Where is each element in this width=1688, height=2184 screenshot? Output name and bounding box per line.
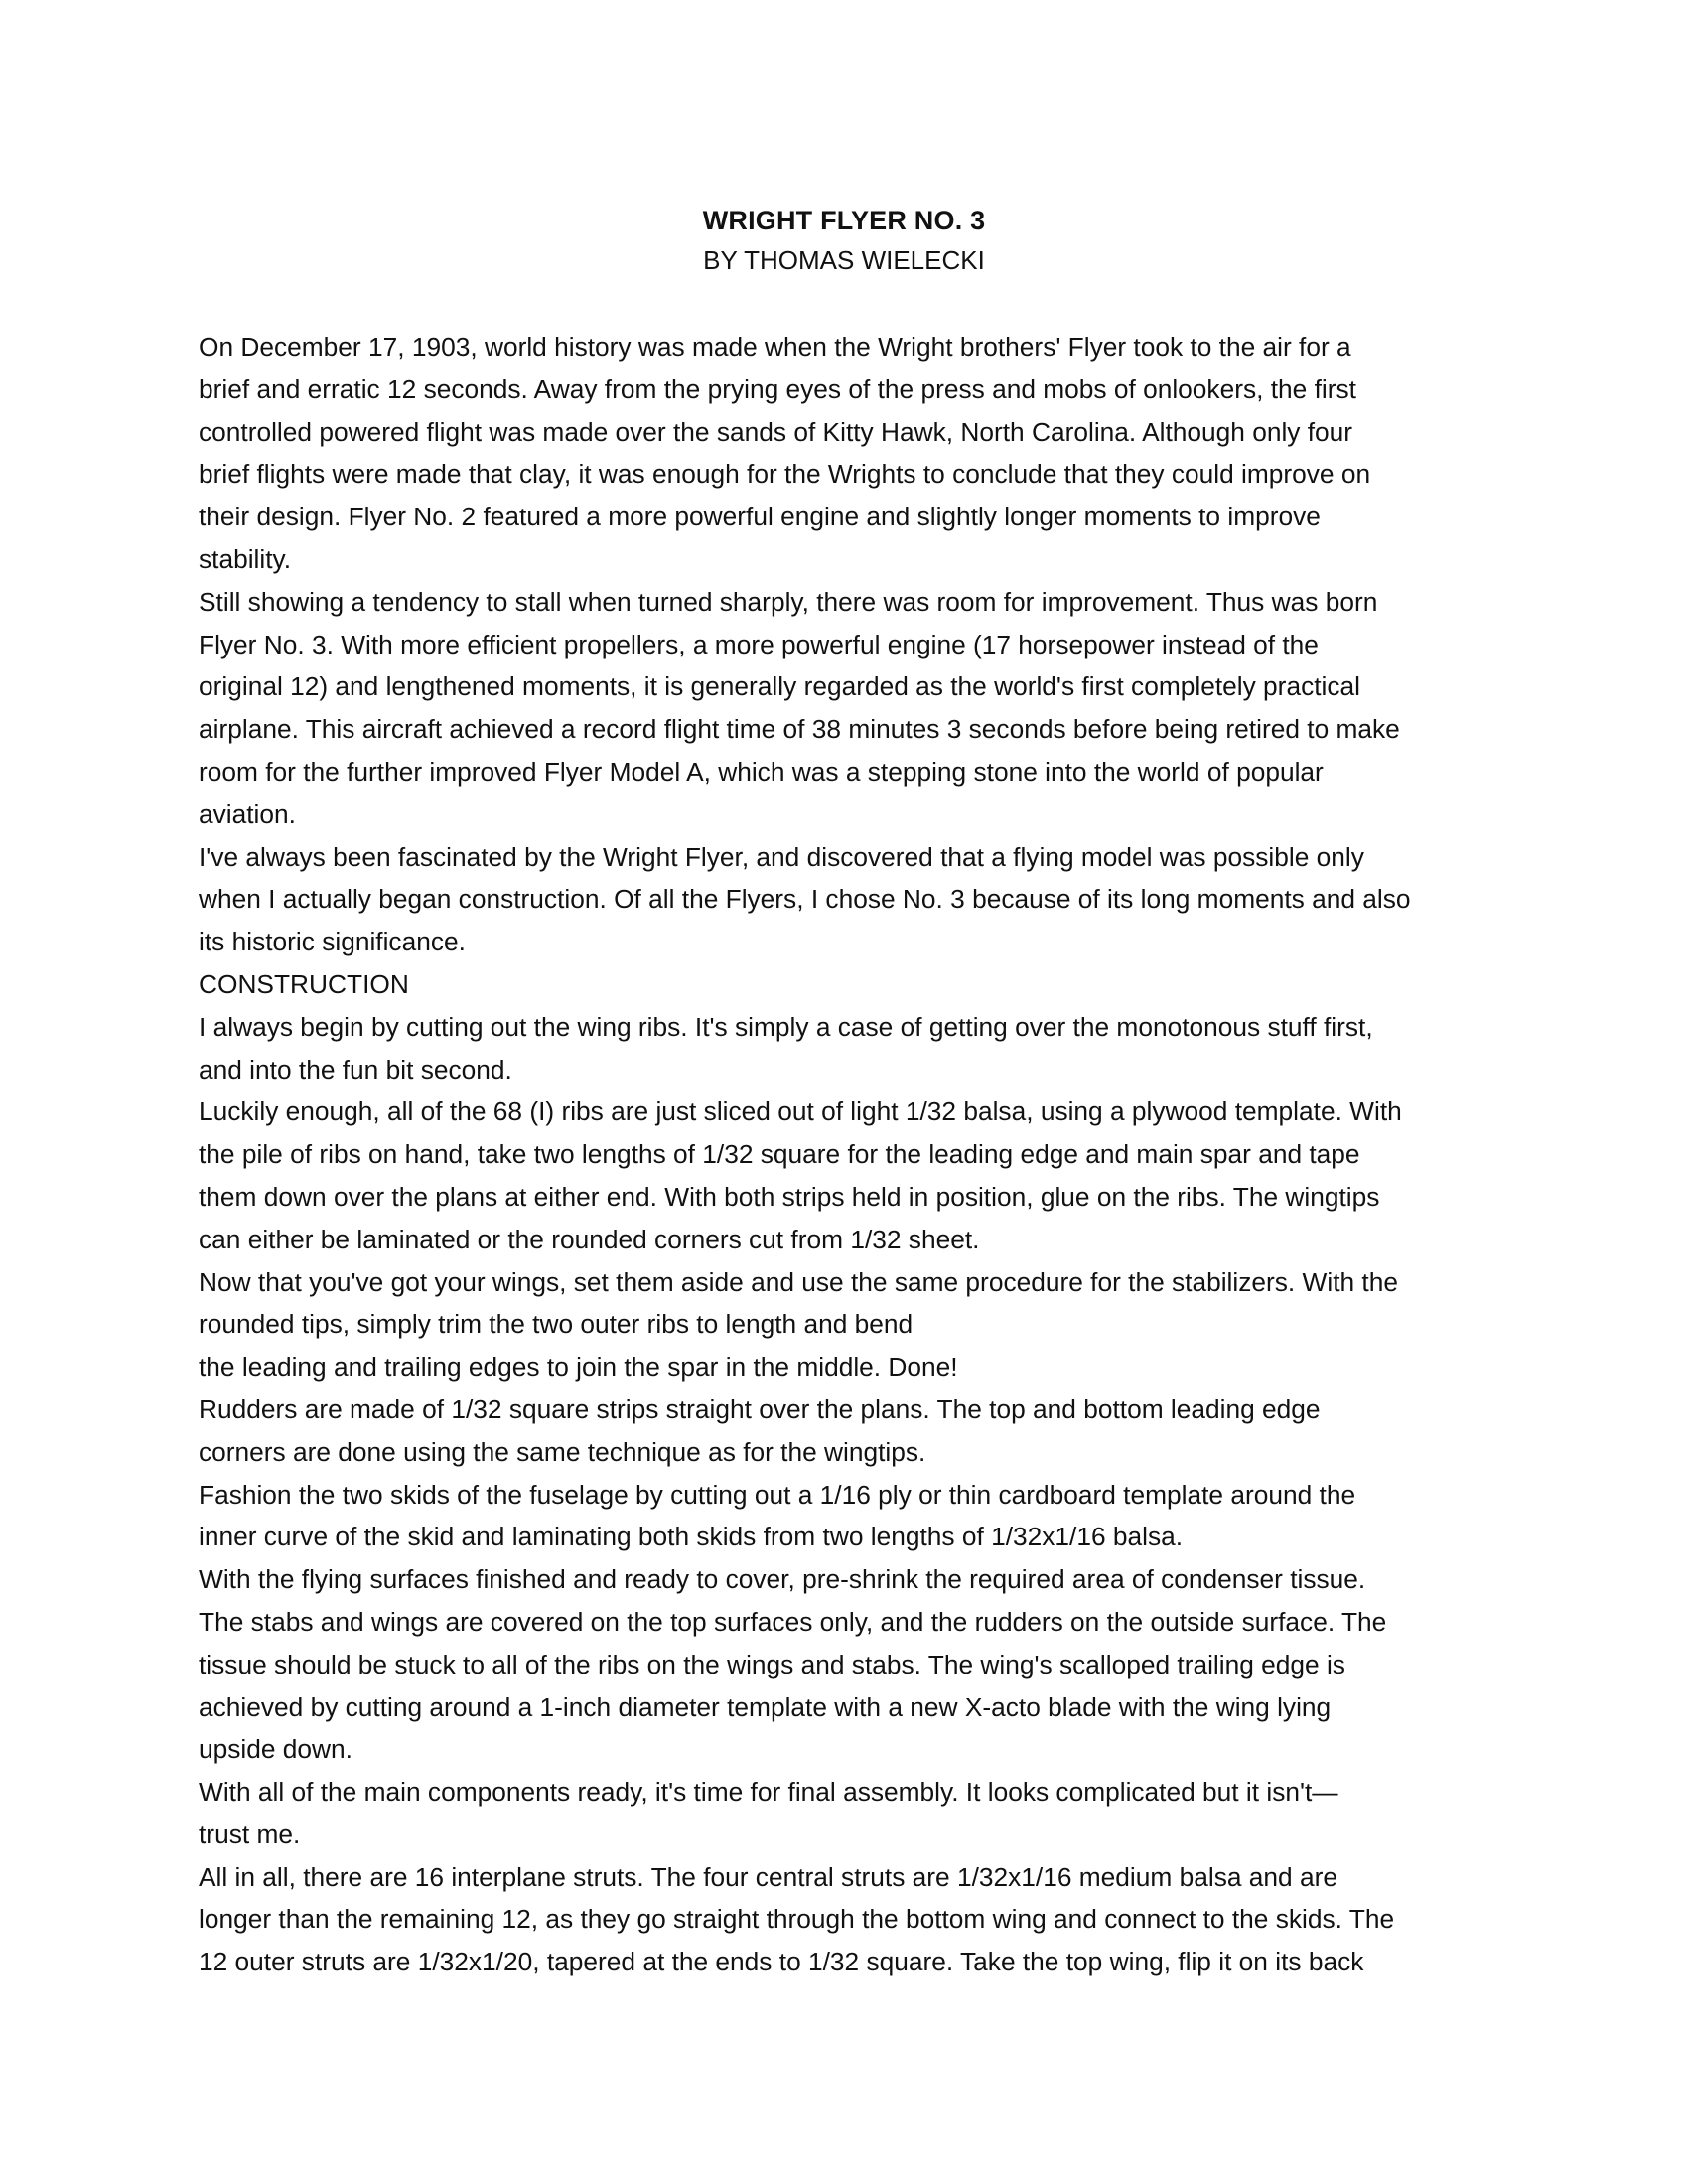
text-line: With the flying surfaces finished and ready to cover, pre-shrink the required area of condenser tissue. [199,1564,1366,1595]
text-line: With all of the main components ready, it's time for final assembly. It looks complicated but it isn't— [199,1777,1338,1808]
article-body [199,326,1499,1983]
text-line: The stabs and wings are covered on the top surfaces only, and the rudders on the outside surface. The [199,1606,1387,1637]
text-line: trust me. [199,1819,301,1849]
text-line: CONSTRUCTION [199,968,409,999]
text-line: corners are done using the same technique as for the wingtips. [199,1436,926,1467]
article-title: WRIGHT FLYER NO. 3 [702,206,986,235]
text-line: its historic significance. [199,927,466,957]
text-line: rounded tips, simply trim the two outer ribs to length and bend [199,1309,914,1340]
text-line: inner curve of the skid and laminating both skids from two lengths of 1/32x1/16 balsa. [199,1522,1184,1552]
article-byline: BY THOMAS WIELECKI [703,245,985,275]
text-line: tissue should be stuck to all of the ribs on the wings and stabs. The wing's scalloped trailing edge is [199,1649,1345,1679]
text-line: Still showing a tendency to stall when turned sharply, there was room for improvement. Thus was born [199,586,1378,617]
text-line: them down over the plans at either end. With both strips held in position, glue on the ribs. The wingtips [199,1181,1380,1212]
text-line: I always begin by cutting out the wing ribs. It's simply a case of getting over the monotonous stuff first, [199,1011,1373,1042]
text-line: longer than the remaining 12, as they go straight through the bottom wing and connect to the skids. The [199,1904,1395,1935]
text-line: All in all, there are 16 interplane struts. The four central struts are 1/32x1/16 medium balsa and are [199,1861,1337,1892]
title-block [0,201,1688,280]
text-line: Flyer No. 3. With more efficient propellers, a more powerful engine (17 horsepower instead of the [199,629,1319,659]
text-line: and into the fun bit second. [199,1054,512,1085]
text-line: the pile of ribs on hand, take two lengths of 1/32 square for the leading edge and main spar and tape [199,1139,1360,1170]
text-line: aviation. [199,799,296,829]
text-line: brief flights were made that clay, it was enough for the Wrights to conclude that they could improve on [199,459,1371,490]
text-line: 12 outer struts are 1/32x1/20, tapered at the ends to 1/32 square. Take the top wing, flip it on its back [199,1947,1364,1977]
text-line: achieved by cutting around a 1-inch diameter template with a new X-acto blade with the wing lying [199,1691,1332,1722]
text-line: can either be laminated or the rounded corners cut from 1/32 sheet. [199,1224,980,1254]
text-line: On December 17, 1903, world history was made when the Wright brothers' Flyer took to the air for a [199,332,1351,362]
text-line: upside down. [199,1734,352,1765]
text-line: Luckily enough, all of the 68 (I) ribs are just sliced out of light 1/32 balsa, using a plywood template. With [199,1096,1402,1127]
text-line: Rudders are made of 1/32 square strips straight over the plans. The top and bottom leading edge [199,1393,1321,1424]
text-line: original 12) and lengthened moments, it is generally regarded as the world's first completely practical [199,671,1360,702]
text-line: stability. [199,543,292,574]
text-line: airplane. This aircraft achieved a record flight time of 38 minutes 3 seconds before being retired to make [199,714,1400,745]
text-line: Now that you've got your wings, set them aside and use the same procedure for the stabilizers. With the [199,1266,1398,1297]
text-line: brief and erratic 12 seconds. Away from the prying eyes of the press and mobs of onlookers, the first [199,373,1356,404]
text-line: controlled powered flight was made over the sands of Kitty Hawk, North Carolina. Although only four [199,416,1353,447]
text-line: room for the further improved Flyer Model A, which was a stepping stone into the world of popular [199,756,1324,787]
text-line: when I actually began construction. Of all the Flyers, I chose No. 3 because of its long moments and also [199,884,1411,915]
text-line: Fashion the two skids of the fuselage by cutting out a 1/16 ply or thin cardboard template around the [199,1479,1356,1510]
text-line: the leading and trailing edges to join the spar in the middle. Done! [199,1352,958,1383]
text-line: their design. Flyer No. 2 featured a more powerful engine and slightly longer moments to improve [199,502,1321,532]
text-line: I've always been fascinated by the Wright Flyer, and discovered that a flying model was possible only [199,841,1364,872]
